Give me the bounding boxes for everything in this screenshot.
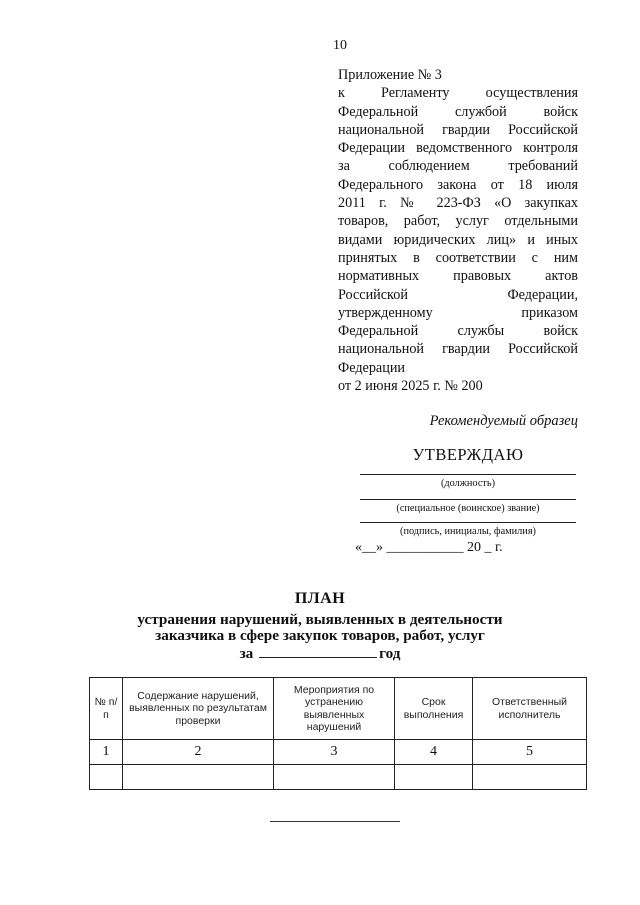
year-suffix: год — [379, 645, 401, 662]
number-cell: 5 — [473, 740, 587, 765]
header-cell: Мероприятия по устранению выявленных нарушений — [274, 678, 395, 740]
appendix-block — [338, 66, 578, 395]
number-cell: 4 — [395, 740, 473, 765]
empty-cell — [274, 765, 395, 790]
plan-table — [89, 677, 587, 790]
appendix-line: 2011 г. № 223-ФЗ «О закупках — [338, 195, 578, 212]
appendix-line: Федеральной службой войск — [338, 103, 578, 120]
table-empty-row — [90, 765, 587, 790]
appendix-line: за соблюдением требований — [338, 158, 578, 175]
plan-year-row — [0, 643, 640, 663]
header-cell: № п/п — [90, 678, 123, 740]
position-label: (должность) — [440, 478, 496, 489]
signature-label: (подпись, инициалы, фамилия) — [400, 526, 536, 537]
empty-cell — [473, 765, 587, 790]
appendix-line: Российской Федерации, — [338, 286, 578, 303]
appendix-line: Федеральной службы войск — [338, 323, 578, 340]
appendix-line: Приложение № 3 — [338, 67, 442, 83]
page-number: 10 — [333, 38, 347, 53]
position-line — [360, 474, 576, 475]
rank-line — [360, 499, 576, 500]
bottom-divider — [270, 821, 400, 822]
appendix-line: товаров, работ, услуг отдельными — [338, 213, 578, 230]
approval-title: УТВЕРЖДАЮ — [412, 445, 524, 464]
plan-subtitle-line2: заказчика в сфере закупок товаров, работ, услуг — [155, 627, 485, 644]
appendix-line: к Регламенту осуществления — [338, 85, 578, 102]
plan-subtitle-line1: устранения нарушений, выявленных в деятельности — [137, 611, 503, 628]
empty-cell — [90, 765, 123, 790]
number-cell: 3 — [274, 740, 395, 765]
empty-cell — [395, 765, 473, 790]
appendix-line: национальной гвардии Российской — [338, 121, 578, 138]
appendix-line: от 2 июня 2025 г. № 200 — [338, 378, 483, 395]
appendix-line: утвержденному приказом — [338, 304, 578, 321]
table-header-row — [90, 678, 587, 740]
rank-label: (специальное (воинское) звание) — [396, 503, 540, 514]
appendix-line: видами юридических лиц» и иных — [338, 231, 578, 248]
header-cell: Содержание нарушений, выявленных по результатам проверки — [123, 678, 274, 740]
year-blank — [259, 643, 377, 658]
signature-line — [360, 522, 576, 523]
table-number-row — [90, 740, 587, 765]
number-cell: 2 — [123, 740, 274, 765]
header-cell: Ответственный исполнитель — [473, 678, 587, 740]
appendix-line: национальной гвардии Российской — [338, 341, 578, 358]
plan-title: ПЛАН — [294, 590, 346, 607]
number-cell: 1 — [90, 740, 123, 765]
empty-cell — [123, 765, 274, 790]
appendix-line: принятых в соответствии с ним — [338, 249, 578, 266]
year-prefix: за — [239, 645, 254, 662]
appendix-line: Федерации — [338, 359, 406, 376]
header-cell: Срок выполнения — [395, 678, 473, 740]
sample-label: Рекомендуемый образец — [429, 413, 578, 429]
approval-date: «__» ___________ 20 _ г. — [355, 540, 503, 555]
appendix-line: Федерального закона от 18 июля — [338, 176, 578, 193]
appendix-line: нормативных правовых актов — [338, 268, 578, 285]
appendix-line: Федерации ведомственного контроля — [338, 140, 578, 157]
